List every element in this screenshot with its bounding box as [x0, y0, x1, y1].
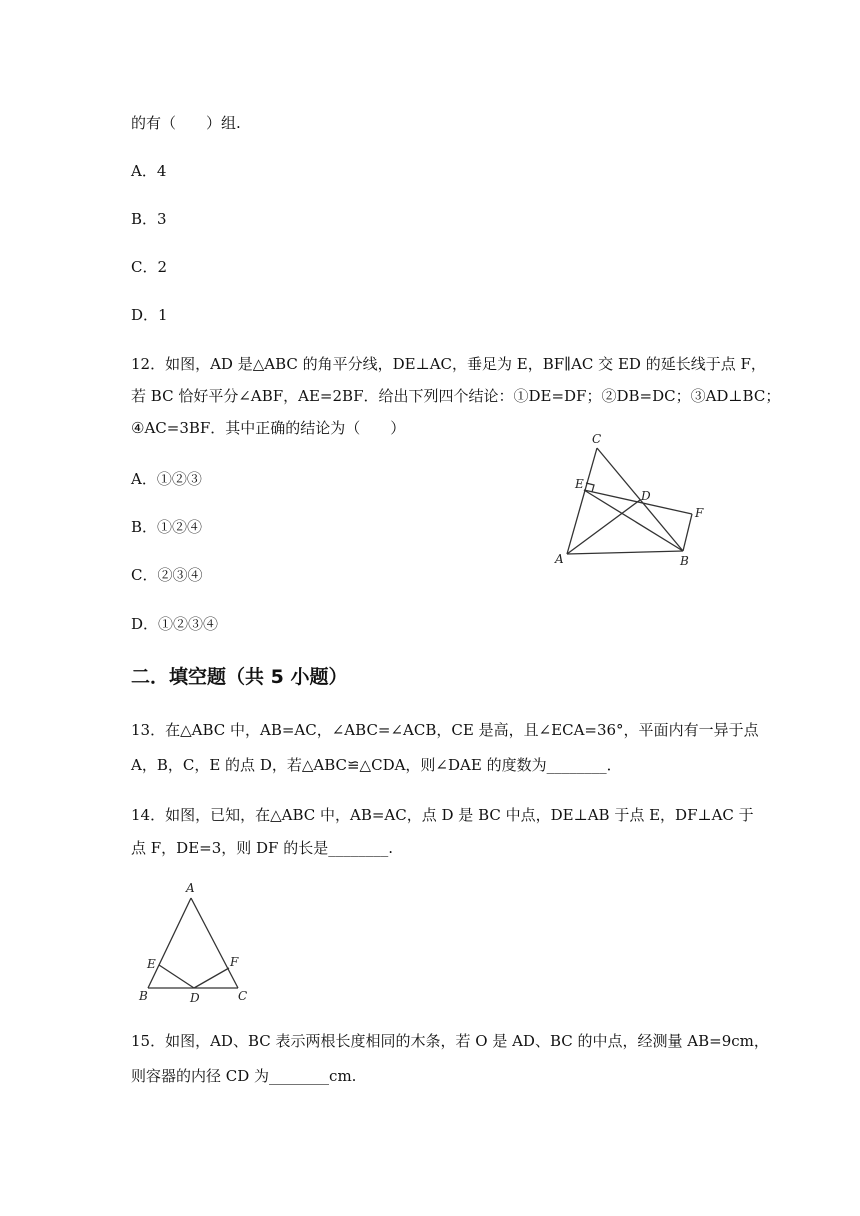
q15-text-line-1: 15．如图，AD、BC 表示两根长度相同的木条，若 O 是 AD、BC 的中点，经测量 AB=9cm，	[131, 1032, 769, 1050]
q12-figure	[550, 428, 720, 573]
segment-ab	[567, 551, 683, 554]
q12-text-line-3: ④AC=3BF．其中正确的结论为（ ）	[131, 419, 406, 437]
label-a: A	[186, 881, 195, 895]
label-c: C	[238, 989, 248, 1003]
q14-text-line-2: 点 F，DE=3，则 DF 的长是________.	[131, 839, 394, 857]
q12-text-line-2: 若 BC 恰好平分∠ABF，AE=2BF．给出下列四个结论：①DE=DF；②DB=DC；③AD⊥BC；	[131, 387, 781, 405]
q11-option-b[interactable]: B．3	[131, 210, 167, 228]
q12-text-line-1: 12．如图，AD 是△ABC 的角平分线，DE⊥AC，垂足为 E，BF∥AC 交 ED 的延长线于点 F，	[131, 355, 766, 373]
q12-option-c[interactable]: C．②③④	[131, 566, 203, 584]
label-d: D	[641, 489, 651, 503]
q15-text-line-2: 则容器的内径 CD 为________cm.	[131, 1067, 357, 1085]
segment-ac	[191, 898, 238, 988]
label-e: E	[147, 957, 156, 971]
q14-figure	[135, 880, 260, 1005]
segment-de	[159, 965, 194, 988]
q12-option-d[interactable]: D．①②③④	[131, 615, 219, 633]
q11-option-c[interactable]: C．2	[131, 258, 168, 276]
segment-ca	[567, 448, 597, 554]
q13-text-line-2: A，B，C，E 的点 D，若△ABC≌△CDA，则∠DAE 的度数为________．	[131, 756, 622, 774]
label-b: B	[139, 989, 148, 1003]
label-c: C	[592, 432, 602, 446]
label-d: D	[190, 991, 200, 1005]
q11-option-a[interactable]: A．4	[131, 162, 167, 180]
segment-eb	[584, 490, 683, 551]
segment-ad	[567, 500, 640, 554]
label-b: B	[680, 554, 689, 568]
segment-ef	[584, 490, 692, 514]
q14-text-line-1: 14．如图，已知，在△ABC 中，AB=AC，点 D 是 BC 中点，DE⊥AB 于点 E，DF⊥AC 于	[131, 806, 754, 824]
label-f: F	[230, 955, 239, 969]
label-f: F	[695, 506, 704, 520]
q11-tail: 的有（ ）组.	[131, 114, 241, 132]
q12-option-a[interactable]: A．①②③	[131, 470, 202, 488]
section-title: 二．填空题（共 5 小题）	[131, 666, 348, 688]
label-a: A	[555, 552, 564, 566]
segment-ab	[148, 898, 191, 988]
segment-df	[194, 968, 229, 988]
q12-option-b[interactable]: B．①②④	[131, 518, 203, 536]
q13-text-line-1: 13．在△ABC 中，AB=AC，∠ABC=∠ACB，CE 是高，且∠ECA=36°，平面内有一异于点	[131, 721, 759, 739]
segment-cb	[597, 448, 683, 551]
q11-option-d[interactable]: D．1	[131, 306, 168, 324]
segment-bf	[683, 514, 692, 551]
label-e: E	[575, 477, 584, 491]
